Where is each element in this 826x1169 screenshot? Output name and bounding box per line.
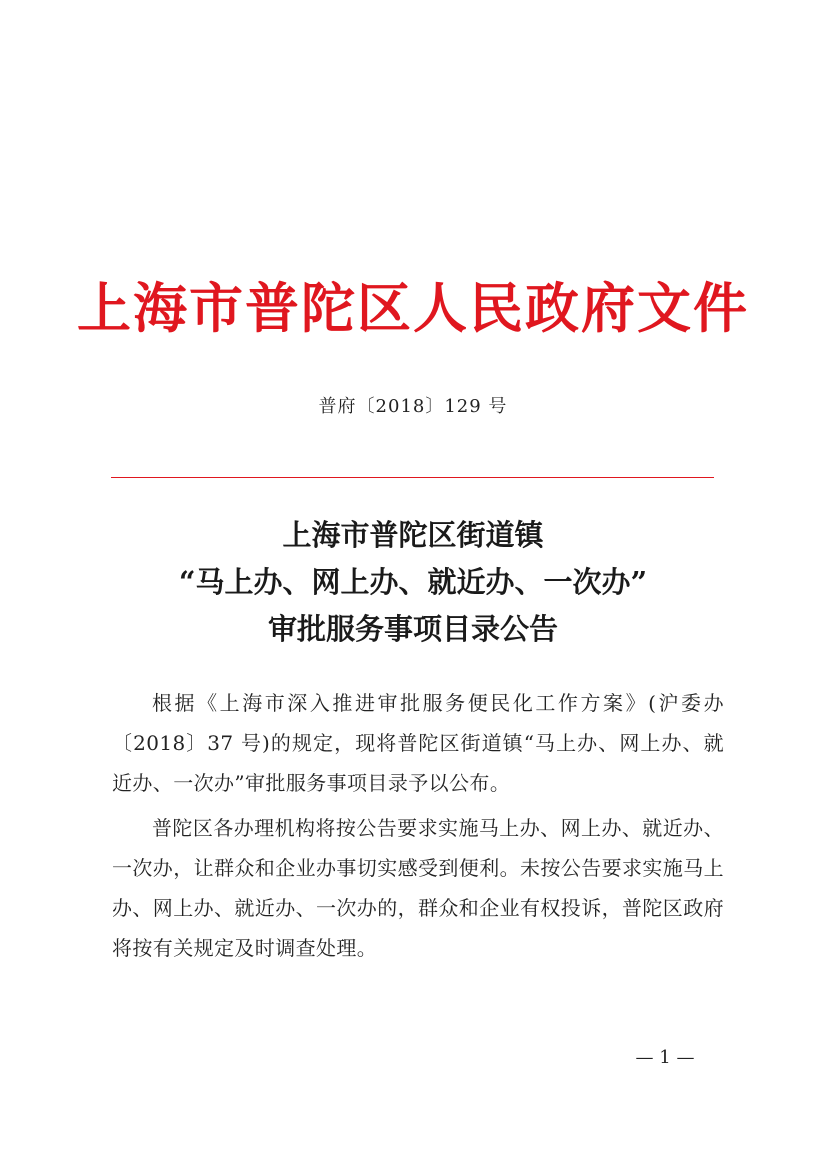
body-paragraph-1: 根据《上海市深入推进审批服务便民化工作方案》(沪委办〔2018〕37 号)的规定，现将普陀区街道镇“马上办、网上办、就近办、一次办”审批服务事项目录予以公布。	[112, 691, 724, 795]
red-divider-line	[111, 477, 714, 478]
document-number: 普府〔2018〕129 号	[318, 396, 508, 417]
document-body	[112, 683, 724, 973]
title-line-3: 审批服务事项目录公告	[267, 612, 558, 646]
title-line-1: 上海市普陀区街道镇	[282, 518, 544, 552]
document-masthead: 上海市普陀区人民政府文件	[77, 276, 749, 340]
body-paragraph-2: 普陀区各办理机构将按公告要求实施马上办、网上办、就近办、一次办，让群众和企业办事切实感受到便利。未按公告要求实施马上办、网上办、就近办、一次办的，群众和企业有权投诉，普陀区政府将按有关规定及时调查处理。	[112, 816, 724, 960]
document-title	[0, 512, 826, 653]
page-number: — 1 —	[635, 1047, 695, 1068]
title-line-2: “马上办、网上办、就近办、一次办”	[178, 565, 648, 599]
